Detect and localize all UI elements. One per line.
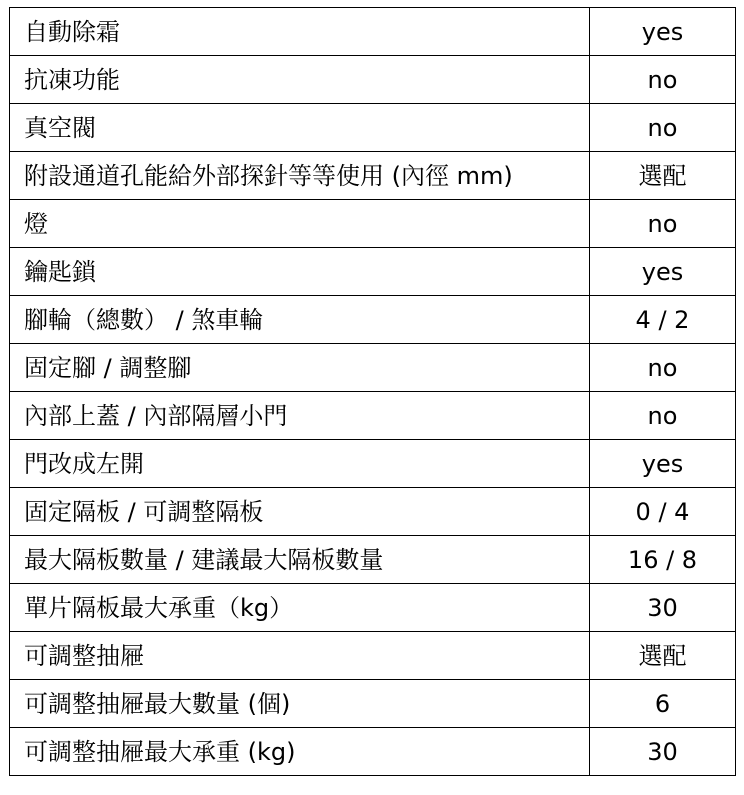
spec-table-container: [9, 7, 735, 776]
row-label: 抗凍功能: [10, 56, 590, 104]
row-value: no: [590, 200, 736, 248]
row-value: yes: [590, 8, 736, 56]
row-label: 燈: [10, 200, 590, 248]
spec-table-body: [10, 8, 736, 776]
table-row: [10, 728, 736, 776]
row-value: 選配: [590, 632, 736, 680]
row-label: 附設通道孔能給外部探針等等使用 (內徑 mm): [10, 152, 590, 200]
row-value: 選配: [590, 152, 736, 200]
table-row: [10, 8, 736, 56]
table-row: [10, 56, 736, 104]
table-row: [10, 392, 736, 440]
row-label: 最大隔板數量 / 建議最大隔板數量: [10, 536, 590, 584]
row-label: 門改成左開: [10, 440, 590, 488]
row-value: 30: [590, 584, 736, 632]
table-row: [10, 296, 736, 344]
row-label: 內部上蓋 / 內部隔層小門: [10, 392, 590, 440]
spec-table: [9, 7, 736, 776]
table-row: [10, 632, 736, 680]
table-row: [10, 488, 736, 536]
row-label: 固定腳 / 調整腳: [10, 344, 590, 392]
table-row: [10, 152, 736, 200]
row-label: 腳輪（總數） / 煞車輪: [10, 296, 590, 344]
row-label: 自動除霜: [10, 8, 590, 56]
table-row: [10, 680, 736, 728]
row-value: 6: [590, 680, 736, 728]
row-label: 鑰匙鎖: [10, 248, 590, 296]
row-value: 16 / 8: [590, 536, 736, 584]
row-label: 真空閥: [10, 104, 590, 152]
row-label: 固定隔板 / 可調整隔板: [10, 488, 590, 536]
row-value: yes: [590, 248, 736, 296]
row-value: no: [590, 392, 736, 440]
row-label: 可調整抽屜最大數量 (個): [10, 680, 590, 728]
row-label: 可調整抽屜: [10, 632, 590, 680]
row-value: yes: [590, 440, 736, 488]
row-value: 0 / 4: [590, 488, 736, 536]
row-value: no: [590, 104, 736, 152]
row-value: no: [590, 56, 736, 104]
row-value: 30: [590, 728, 736, 776]
table-row: [10, 440, 736, 488]
table-row: [10, 248, 736, 296]
table-row: [10, 200, 736, 248]
table-row: [10, 584, 736, 632]
table-row: [10, 104, 736, 152]
row-value: no: [590, 344, 736, 392]
table-row: [10, 344, 736, 392]
row-label: 單片隔板最大承重（kg）: [10, 584, 590, 632]
row-label: 可調整抽屜最大承重 (kg): [10, 728, 590, 776]
table-row: [10, 536, 736, 584]
row-value: 4 / 2: [590, 296, 736, 344]
